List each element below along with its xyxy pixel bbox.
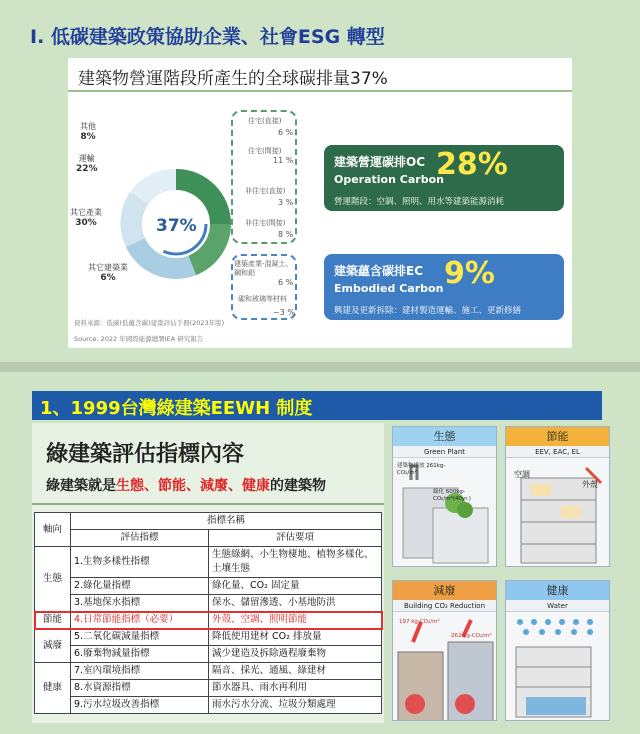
table-row: 生態 1.生物多樣性指標 生態綠網、小生物棲地、植物多樣化、土壤生態 <box>35 547 382 578</box>
tile-subtitle: EEV, EAC, EL <box>506 446 609 458</box>
table-row: 9.污水垃圾改善指標 雨水污水分流、垃圾分類處理 <box>35 697 382 714</box>
embodied-carbon-card <box>324 254 564 320</box>
donut-label-other: 其他 8% <box>80 122 96 142</box>
breakdown-value: 8 % <box>278 230 294 239</box>
source-note: 資料來源：低碳(低蘊含碳)建築評估手冊(2023年版) <box>74 319 225 327</box>
breakdown-value: 6 % <box>278 128 294 137</box>
breakdown-label: 碳和玻璃等材料 <box>238 295 287 303</box>
tile-subtitle: Green Plant <box>393 446 496 458</box>
breakdown-value: 3 % <box>278 198 294 207</box>
breakdown-label: 住宅(直接) <box>248 117 282 125</box>
section1-title: I. 低碳建築政策協助企業、社會ESG 轉型 <box>30 26 385 48</box>
tile-health <box>505 580 610 721</box>
card-description: 營運階段：空調、照明、用水等建築能源消耗 <box>334 197 505 207</box>
breakdown-label: 非住宅(直接) <box>245 187 286 195</box>
source-note: Source: 2022 年國際能源總署IEA 研究報告 <box>74 335 204 343</box>
card-subtitle: Embodied Carbon <box>334 282 444 295</box>
donut-label-transport: 運輸 22% <box>76 154 98 174</box>
infographic-subtitle: 建築物營運階段所產生的全球碳排量37% <box>78 69 388 89</box>
table-row: 3.基地保水指標 保水、儲留滲透、小基地防洪 <box>35 595 382 612</box>
evaluation-table <box>34 512 382 714</box>
tile-note: 262 kg-CO₂/m² <box>451 633 492 639</box>
building-illustration <box>393 612 497 721</box>
breakdown-label: 非住宅(間接) <box>245 219 286 227</box>
card-percent: 28% <box>436 147 508 182</box>
card-title: 建築蘊含碳排EC <box>334 264 424 278</box>
tile-note: 197 kg-CO₂/m² <box>399 619 440 625</box>
table-header-row: 評估指標 評估要項 <box>35 530 382 547</box>
breakdown-value: ~3 % <box>273 308 295 317</box>
card-percent: 9% <box>444 256 495 291</box>
card-subtitle: Operation Carbon <box>334 173 444 186</box>
tile-title: 減廢 <box>393 581 496 600</box>
divider <box>32 503 384 505</box>
tile-energy <box>505 426 610 567</box>
donut-label-building-other: 其它建築業 6% <box>88 263 128 283</box>
table-header-row: 軸向 指標名稱 <box>35 513 382 530</box>
section-divider <box>0 362 640 372</box>
tile-title: 節能 <box>506 427 609 446</box>
tile-note: 綠化 600kg-CO₂/m²(40yr.) <box>433 489 471 502</box>
tile-title: 健康 <box>506 581 609 600</box>
tile-title: 生態 <box>393 427 496 446</box>
breakdown-value: 6 % <box>278 278 294 287</box>
table-row: 2.綠化量指標 綠化量、CO₂ 固定量 <box>35 578 382 595</box>
tile-subtitle: Building CO₂ Reduction <box>393 600 496 612</box>
card-description: 興建及更新拆除：建材製造運輸、施工、更新修繕 <box>334 306 522 316</box>
table-row: 8.水資源指標 節水器具、雨水再利用 <box>35 680 382 697</box>
breakdown-label: 建築產業-混凝土、鋼和鋁 <box>234 260 293 277</box>
table-row: 健康 7.室內環境指標 隔音、採光、通風、綠建材 <box>35 663 382 680</box>
tile-note: 建築物排放 261kg-CO₂/m² <box>397 463 446 476</box>
breakdown-value: 11 % <box>273 156 294 165</box>
panel-sentence: 綠建築就是生態、節能、減廢、健康的建築物 <box>46 478 326 494</box>
panel-heading: 綠建築評估指標內容 <box>46 442 245 467</box>
table-row: 6.廢棄物減量指標 減少建造及拆除過程廢棄物 <box>35 646 382 663</box>
carbon-infographic <box>68 58 572 348</box>
tile-subtitle: Water <box>506 600 609 612</box>
tile-note: 空調 <box>514 470 530 479</box>
table-row: 減廢 5.二氧化碳減量指標 降低使用建材 CO₂ 排放量 <box>35 629 382 646</box>
operation-carbon-card <box>324 145 564 211</box>
tile-waste <box>392 580 497 721</box>
breakdown-label: 住宅(間接) <box>248 147 282 155</box>
tile-note: 外殼 <box>582 480 598 489</box>
eewh-index-panel <box>32 423 384 723</box>
building-illustration <box>506 612 610 721</box>
card-title: 建築營運碳排OC <box>334 155 426 169</box>
donut-center-label: 37% <box>156 216 197 236</box>
eewh-banner: 1、1999台灣綠建築EEWH 制度 <box>32 391 602 420</box>
donut-label-industry: 其它產業 30% <box>70 208 102 228</box>
tile-ecology <box>392 426 497 567</box>
table-row-highlighted: 節能 4.日常節能指標（必要） 外殼、空調、照明節能 <box>35 612 382 629</box>
